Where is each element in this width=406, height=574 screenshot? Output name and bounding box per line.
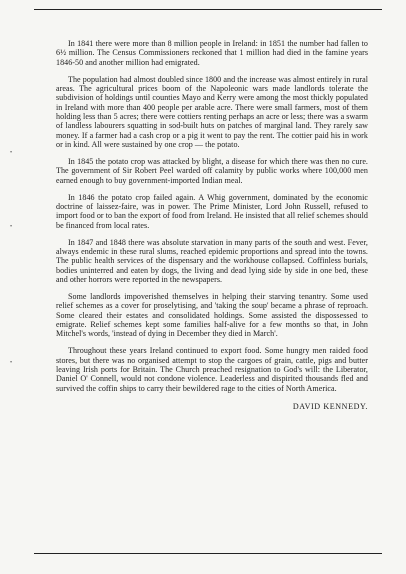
top-rule: [34, 9, 382, 10]
paragraph-1847-starvation: In 1847 and 1848 there was absolute starvation in many parts of the south and west. Fever, always endemic in these rural slums, reached epidemic proportions and spread into the towns. The public health services of the dispensary and the workhouse collapsed. Coffinless burials, bodies uninterred and eaten by dogs, the living and dead lying side by side in one bed, these and other horrors were reported in the newspapers.: [56, 237, 368, 284]
author-signature: DAVID KENNEDY.: [292, 401, 368, 411]
margin-mark: •: [10, 150, 13, 156]
paragraph-landlords: Some landlords impoverished themselves in helping their starving tenantry. Some used relief schemes as a cover for proselytising, and 'taking the soup' became a phrase of reproach. Some cleared their estates and consolidated holdings. Some assisted the dispossessed to emigrate. Relief schemes kept some families half-alive for a few months so that, in John Mitchel's words, 'instead of dying in December they died in March'.: [56, 291, 368, 339]
article-body: [56, 39, 368, 419]
paragraph-population-decline: In 1841 there were more than 8 million people in Ireland: in 1851 the number had fallen to 6½ million. The Census Commissioners reckoned that 1 million had died in the famine years 1846-50 and another million had emigrated.: [56, 39, 368, 67]
paragraph-1845-blight: In 1845 the potato crop was attacked by blight, a disease for which there was then no cure. The government of Sir Robert Peel warded off calamity by public works where 100,000 men earned enough to buy government-imported Indian meal.: [56, 156, 368, 185]
paragraph-food-export: Throughout these years Ireland continued to export food. Some hungry men raided food stores, but there was no organised attempt to stop the cargoes of grain, cattle, pigs and butter leaving Irish ports for Britain. The Church preached resignation to God's will: the Liberator, Daniel O' Connell, would not condone violence. Leaderless and dispirited thousands fled and survived the coffin ships to carry their bewildered rage to the cities of North America.: [56, 346, 368, 393]
paragraph-rural-population: The population had almost doubled since 1800 and the increase was almost entirely in rural areas. The agricultural prices boom of the Napoleonic wars made landlords tolerate the subdivision of holdings until counties Mayo and Kerry were among the most thickly populated in Ireland with more than 400 people per arable acre. There were small farmers, most of them holding less than 5 acres; there were cottiers renting perhaps an acre or less; there was a swarm of landless labourers squatting in sod-built huts on patches of marginal land. They rarely saw money. If a farmer had a cash crop or a pig it went to pay the rent. The cottier paid his in work or in kind. All were sustained by one crop — the potato.: [56, 74, 368, 150]
bottom-rule: [34, 553, 382, 554]
margin-mark: •: [10, 224, 13, 230]
margin-mark: •: [10, 360, 13, 366]
paragraph-1846-failure: In 1846 the potato crop failed again. A Whig government, dominated by the economic doctrine of laissez-faire, was in power. The Prime Minister, Lord John Russell, refused to import food or to ban the export of food from Ireland. He insisted that all relief schemes should be financed from local rates.: [56, 192, 368, 230]
